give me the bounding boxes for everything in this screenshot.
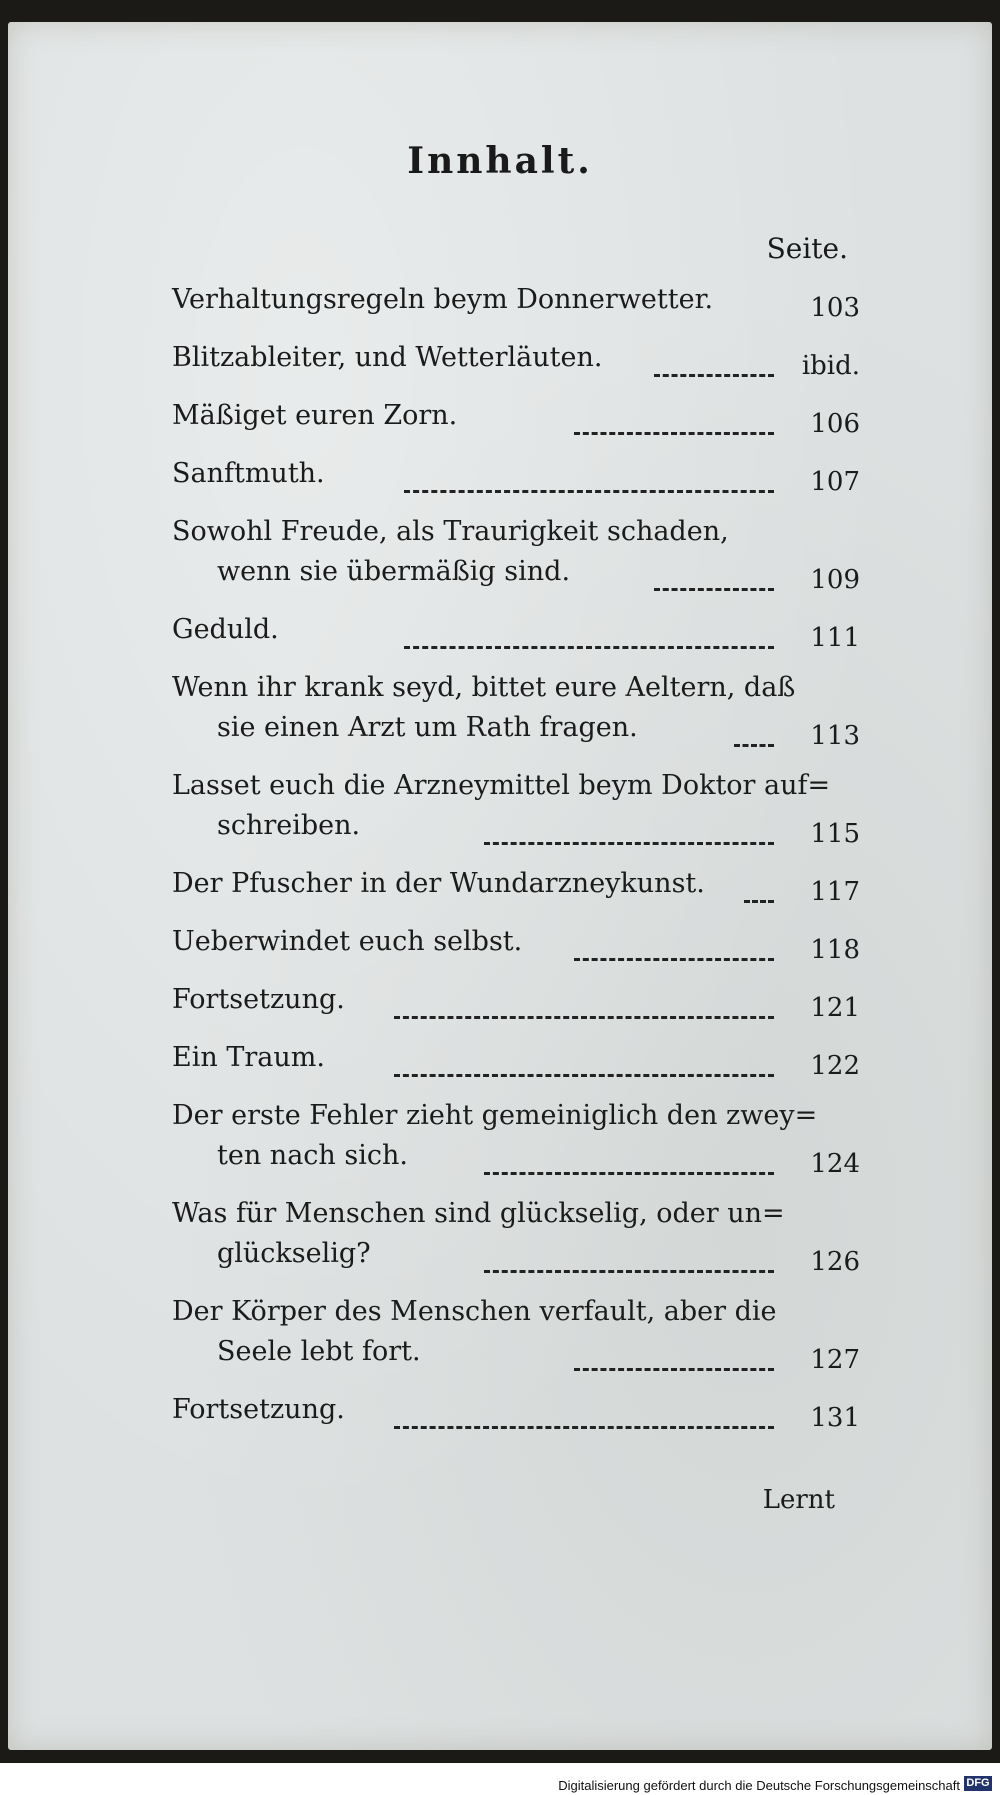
toc-entry-title: Fortsetzung.	[172, 984, 345, 1015]
toc-entry	[172, 864, 860, 922]
leader-dashes	[574, 1368, 774, 1374]
page-title: Innhalt.	[407, 140, 593, 182]
toc-entry	[172, 1096, 860, 1194]
leader-dashes	[734, 744, 774, 750]
toc-entry-title: Blitzableiter, und Wetterläuten.	[172, 342, 603, 373]
toc-entry-title: Mäßiget euren Zorn.	[172, 400, 458, 431]
toc-entry-title: Wenn ihr krank seyd, bittet eure Aeltern, daß	[172, 672, 796, 703]
toc-entry-title: Lasset euch die Arzneymittel beym Doktor auf=	[172, 770, 831, 801]
toc-entry-title: Sanftmuth.	[172, 458, 325, 489]
toc-entry	[172, 338, 860, 396]
toc-entry-title: Der Körper des Menschen verfault, aber die	[172, 1296, 777, 1327]
toc-entry-title-continued: wenn sie übermäßig sind.	[217, 556, 571, 587]
toc-entry	[172, 1390, 860, 1448]
toc-entry-title: Fortsetzung.	[172, 1394, 345, 1425]
toc-entry-title-continued: sie einen Arzt um Rath fragen.	[217, 712, 638, 743]
toc-entry	[172, 668, 860, 766]
toc-entry-title: Verhaltungsregeln beym Donnerwetter.	[172, 284, 714, 315]
toc-entry-page: 107	[810, 467, 860, 497]
leader-dashes	[394, 1016, 774, 1022]
toc-entry-title-continued: schreiben.	[217, 810, 361, 841]
toc-entry	[172, 766, 860, 864]
toc-entry-title: Der Pfuscher in der Wundarzneykunst.	[172, 868, 705, 899]
toc-entry	[172, 610, 860, 668]
toc-entry-page: 124	[810, 1149, 860, 1179]
toc-entry-page: 109	[810, 565, 860, 595]
leader-dashes	[654, 588, 774, 594]
leader-dashes	[574, 958, 774, 964]
footer-credit: Digitalisierung gefördert durch die Deutsche Forschungsgemeinschaft	[558, 1778, 960, 1793]
toc-entry-title: Der erste Fehler zieht gemeiniglich den zwey=	[172, 1100, 818, 1131]
leader-dashes	[484, 1270, 774, 1276]
toc-entry-page: 115	[810, 819, 860, 849]
toc-entry	[172, 1194, 860, 1292]
leader-dashes	[744, 900, 774, 906]
toc-entry	[172, 980, 860, 1038]
toc-entry	[172, 922, 860, 980]
toc-entry-title-continued: ten nach sich.	[217, 1140, 408, 1171]
leader-dashes	[394, 1074, 774, 1080]
table-of-contents	[172, 280, 860, 1448]
toc-entry-title: Ueberwindet euch selbst.	[172, 926, 523, 957]
toc-entry	[172, 1292, 860, 1390]
page-column-header: Seite.	[766, 232, 848, 265]
dfg-logo-icon: DFG	[964, 1776, 992, 1791]
toc-entry-page: 131	[810, 1403, 860, 1433]
catchword: Lernt	[762, 1485, 835, 1515]
toc-entry-title: Geduld.	[172, 614, 279, 645]
leader-dashes	[394, 1426, 774, 1432]
toc-entry-page: 111	[810, 623, 860, 653]
toc-entry	[172, 280, 860, 338]
toc-entry-title: Sowohl Freude, als Traurigkeit schaden,	[172, 516, 729, 547]
toc-entry-page: 126	[810, 1247, 860, 1277]
leader-dashes	[654, 374, 774, 380]
toc-entry-page: 117	[810, 877, 860, 907]
toc-entry-title-continued: Seele lebt fort.	[217, 1336, 421, 1367]
toc-entry-page: 103	[810, 293, 860, 323]
leader-dashes	[484, 1172, 774, 1178]
leader-dashes	[484, 842, 774, 848]
toc-entry-title: Ein Traum.	[172, 1042, 325, 1073]
toc-entry	[172, 454, 860, 512]
toc-entry-page: 127	[810, 1345, 860, 1375]
toc-entry-title-continued: glückselig?	[217, 1238, 371, 1269]
toc-entry	[172, 1038, 860, 1096]
toc-entry	[172, 396, 860, 454]
toc-entry-page: 122	[810, 1051, 860, 1081]
leader-dashes	[404, 490, 774, 496]
toc-entry-page: 106	[810, 409, 860, 439]
toc-entry-page: 118	[810, 935, 860, 965]
toc-entry-title: Was für Menschen sind glückselig, oder un=	[172, 1198, 785, 1229]
toc-entry-page: 113	[810, 721, 860, 751]
toc-entry-page: 121	[810, 993, 860, 1023]
leader-dashes	[404, 646, 774, 652]
leader-dashes	[574, 432, 774, 438]
toc-entry	[172, 512, 860, 610]
toc-entry-page: ibid.	[801, 351, 860, 381]
